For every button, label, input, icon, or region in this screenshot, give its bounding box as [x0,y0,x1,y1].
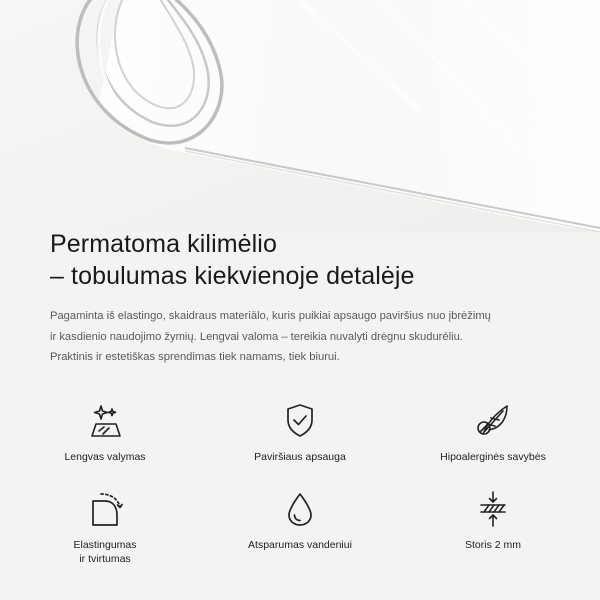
feature-label: Paviršiaus apsauga [254,451,346,463]
hypoallergenic-feather-icon [473,400,513,440]
feature-label: Hipoalerginės savybės [440,451,546,463]
feature-hypoallergenic [408,400,578,464]
page-heading [50,228,570,292]
description-line-1: Pagaminta iš elastingo, skaidraus materiālo, kuris puikiai apsaugo paviršius nuo įbrėžimų [50,310,491,322]
feature-label: Storis 2 mm [464,539,521,551]
feature-water-resistance [215,489,385,552]
description-line-2: ir kasdienio naudojimo žymių. Lengvai valoma – tereikia nuvalyti drėgnu skuduréliu. [50,330,463,343]
feature-label: Atsparumas vandeniui [248,539,352,551]
cleaning-sparkle-icon [85,400,125,440]
flexible-corner-icon [85,489,125,529]
thickness-arrows-icon [473,489,513,529]
heading-line-1: Permatoma kilimėlio [50,230,277,258]
water-drop-icon [280,489,320,529]
feature-label-line-1: Elastingumas [73,539,137,551]
shield-check-icon [280,400,320,440]
feature-label: Lengvas valymas [64,451,146,463]
feature-surface-protection [215,400,385,464]
product-description [50,306,570,368]
feature-label-line-2: ir tvirtumas [79,553,131,565]
description-line-3: Praktinis ir estetiškas sprendimas tiek namams, tiek biurui. [50,351,340,363]
feature-elasticity [20,489,190,566]
feature-easy-cleaning [20,400,190,464]
feature-label [20,538,190,566]
heading-line-2: – tobulumas kiekvienoje detalėje [50,262,415,290]
hero-image-rolled-mat [0,0,600,232]
feature-thickness [408,489,578,552]
